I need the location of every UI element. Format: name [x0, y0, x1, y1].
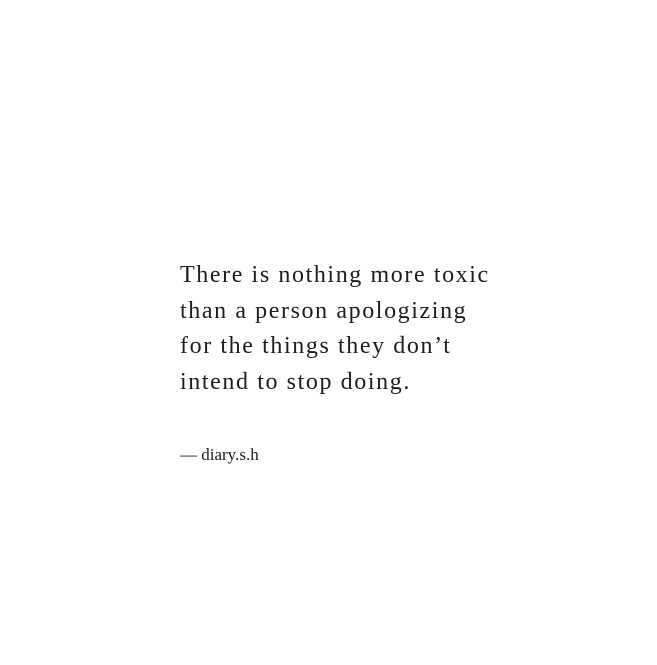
quote-line: for the things they don’t — [180, 333, 452, 359]
quote-line: intend to stop doing. — [180, 368, 411, 395]
quote-line: than a person apologizing — [180, 297, 468, 324]
quote-line: There is nothing more toxic — [180, 262, 490, 288]
author-attribution: — diary.s.h — [180, 445, 259, 464]
quote-text — [180, 258, 620, 400]
